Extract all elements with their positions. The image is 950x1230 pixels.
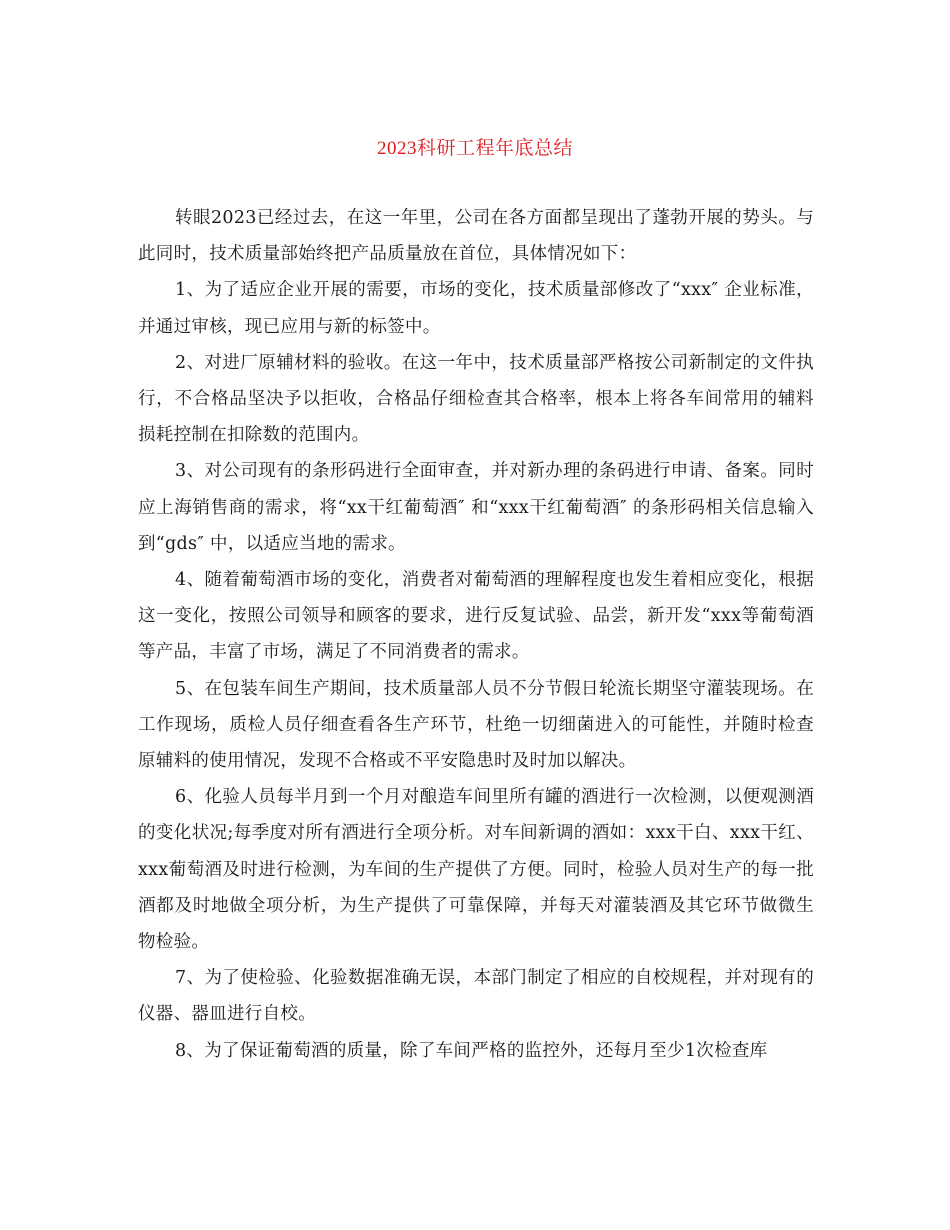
paragraph-item-6: 6、化验人员每半月到一个月对酿造车间里所有罐的酒进行一次检测，以便观测酒的变化状况;每季度对所有酒进行全项分析。对车间新调的酒如：xxx干白、xxx干红、xxx葡萄酒及时进行检测，为车间的生产提供了方便。同时，检验人员对生产的每一批酒都及时地做全项分析，为生产提供了可靠保障，并每天对灌装酒及其它环节做微生物检验。 bbox=[138, 787, 814, 953]
paragraph-item-4: 4、随着葡萄酒市场的变化，消费者对葡萄酒的理解程度也发生着相应变化，根据这一变化，按照公司领导和顾客的要求，进行反复试验、品尝，新开发“xxx等葡萄酒等产品，丰富了市场，满足了不同消费者的需求。 bbox=[138, 570, 814, 663]
paragraph-item-5: 5、在包装车间生产期间，技术质量部人员不分节假日轮流长期坚守灌装现场。在工作现场，质检人员仔细查看各生产环节，杜绝一切细菌进入的可能性，并随时检查原辅料的使用情况，发现不合格或不平安隐患时及时加以解决。 bbox=[138, 678, 814, 772]
paragraph-item-2: 2、对进厂原辅材料的验收。在这一年中，技术质量部严格按公司新制定的文件执行，不合格品坚决予以拒收，合格品仔细检查其合格率，根本上将各车间常用的辅料损耗控制在扣除数的范围内。 bbox=[138, 352, 814, 446]
paragraph-item-8: 8、为了保证葡萄酒的质量，除了车间严格的监控外，还每月至少1次检查库 bbox=[175, 1040, 768, 1061]
paragraph-item-7: 7、为了使检验、化验数据准确无误，本部门制定了相应的自校规程，并对现有的仪器、器皿进行自校。 bbox=[138, 968, 814, 1025]
document-title: 2023科研工程年底总结 bbox=[376, 138, 573, 159]
paragraph-item-1: 1、为了适应企业开展的需要，市场的变化，技术质量部修改了“xxx″ 企业标准，并通过审核，现已应用与新的标签中。 bbox=[138, 280, 814, 337]
document-body bbox=[138, 200, 814, 1069]
paragraph-intro: 转眼2023已经过去，在这一年里，公司在各方面都呈现出了蓬勃开展的势头。与此同时，技术质量部始终把产品质量放在首位，具体情况如下： bbox=[138, 208, 814, 265]
paragraph-item-3: 3、对公司现有的条形码进行全面审查，并对新办理的条码进行申请、备案。同时应上海销售商的需求，将“xx干红葡萄酒″ 和“xxx干红葡萄酒″ 的条形码相关信息输入到“gds″ 中，以适应当地的需求。 bbox=[138, 461, 814, 554]
